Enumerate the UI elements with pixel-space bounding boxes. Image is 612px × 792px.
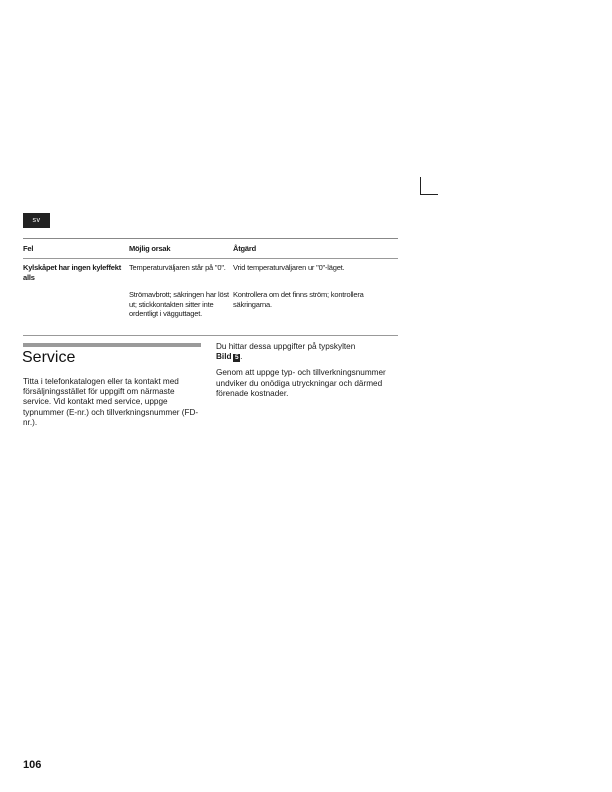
header-fault: Fel (23, 244, 34, 253)
section-title: Service (22, 349, 76, 366)
figure-reference: Bild (216, 352, 232, 362)
sentence-end: . (240, 352, 243, 362)
table-row (23, 259, 398, 335)
action-cell: Kontrollera om det finns ström; kontrollera säkringarna. (233, 290, 364, 309)
cause-cell: Temperaturväljaren står på "0". (129, 263, 226, 272)
cause-cell: Strömavbrott; säkringen har löst ut; stickkontakten sitter inte ordentligt i vägguttaget. (129, 290, 229, 319)
typeplate-paragraph (216, 342, 396, 362)
service-right-column (216, 342, 396, 405)
page-number: 106 (23, 759, 42, 771)
fault-cell: Kylskåpet har ingen kyleffekt alls (23, 263, 121, 282)
header-action: Åtgärd (233, 244, 256, 253)
header-cause: Möjlig orsak (129, 244, 171, 253)
action-cell: Vrid temperaturväljaren ur "0"-läget. (233, 263, 345, 272)
section-divider-bar (23, 343, 201, 347)
language-badge: sv (23, 213, 50, 228)
service-paragraph: Titta i telefonkatalogen eller ta kontakt med försäljningsstället för uppgift om närmaste service. Vid kontakt med service, uppge typnummer (E-nr.) och tillverkningsnummer (FD-nr.). (23, 377, 199, 427)
figure-number-badge: 5 (234, 353, 239, 361)
table-header (23, 239, 398, 259)
cost-paragraph: Genom att uppge typ- och tillverkningsnummer undviker du onödiga utryckningar och därmed förenade kostnader. (216, 368, 386, 398)
troubleshooting-table (23, 238, 398, 336)
crop-corner-mark (420, 177, 438, 195)
typeplate-text: Du hittar dessa uppgifter på typskylten (216, 342, 356, 351)
